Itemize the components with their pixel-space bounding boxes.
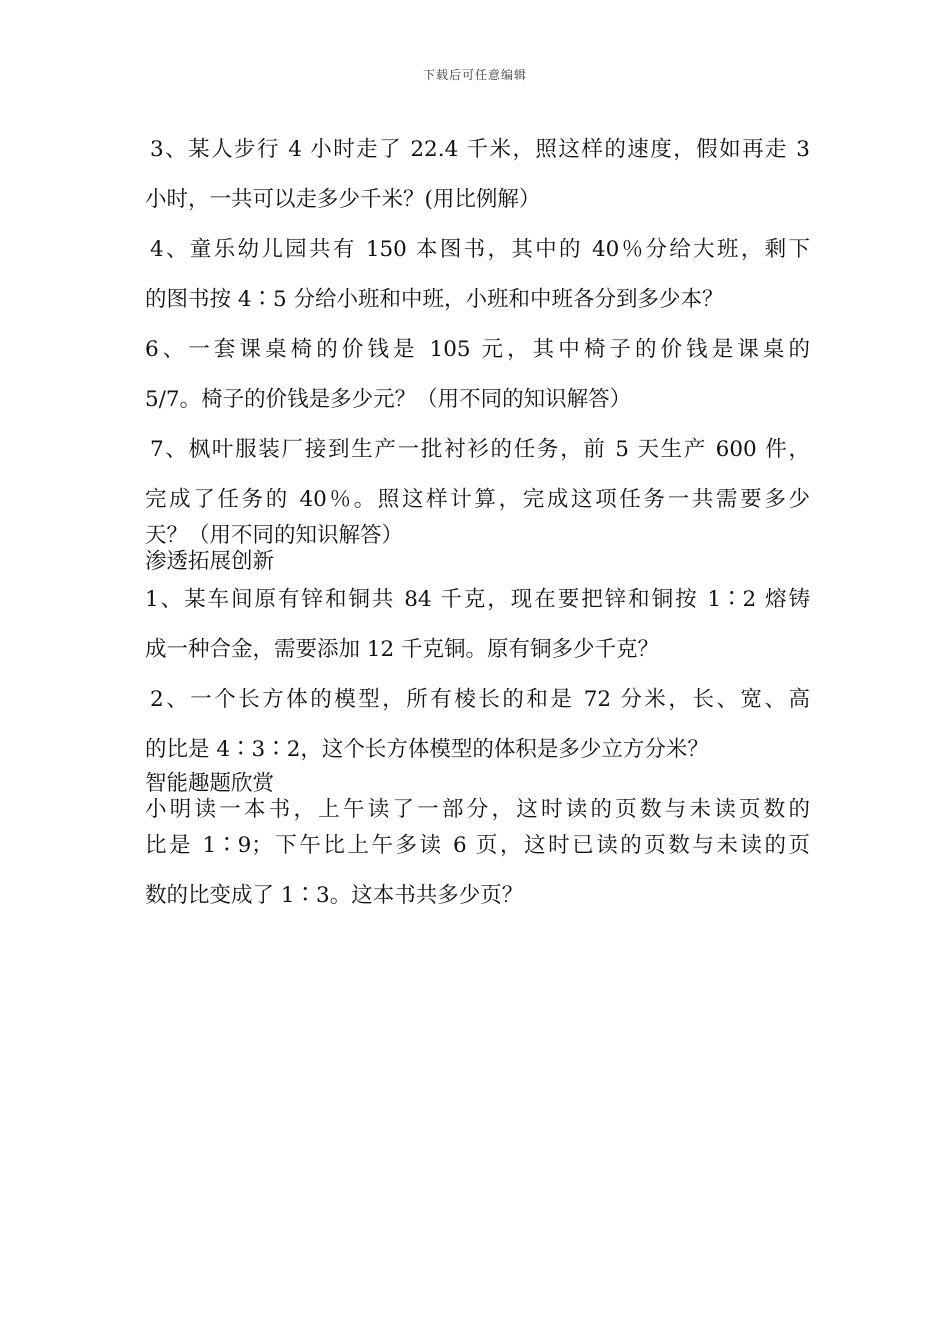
extension-problem-1-line-1: 1、某车间原有锌和铜共 84 千克，现在要把锌和铜按 1∶2 熔铸 <box>145 587 810 612</box>
problem-4-line-2: 的图书按 4∶5 分给小班和中班，小班和中班各分到多少本？ <box>145 287 724 312</box>
problem-7-line-2: 完成了任务的 40％。照这样计算，完成这项任务一共需要多少 <box>145 487 810 512</box>
extension-problem-2-line-1: 2、一个长方体的模型，所有棱长的和是 72 分米，长、宽、高 <box>150 687 810 712</box>
problem-3-line-1: 3、某人步行 4 小时走了 22.4 千米，照这样的速度，假如再走 3 <box>150 137 810 162</box>
extension-problem-1-line-2: 成一种合金，需要添加 12 千克铜。原有铜多少千克？ <box>145 637 660 662</box>
section-heading-puzzle: 智能趣题欣赏 <box>145 771 275 796</box>
section-heading-extension: 渗透拓展创新 <box>145 549 275 574</box>
problem-6-line-1: 6、一套课桌椅的价钱是 105 元，其中椅子的价钱是课桌的 <box>145 337 810 362</box>
problem-7-line-1: 7、枫叶服装厂接到生产一批衬衫的任务，前 5 天生产 600 件， <box>150 437 810 462</box>
extension-problem-2-line-2: 的比是 4∶3∶2，这个长方体模型的体积是多少立方分米？ <box>145 737 709 762</box>
problem-6-line-2: 5/7。椅子的价钱是多少元？（用不同的知识解答） <box>145 387 632 412</box>
puzzle-line-1: 小明读一本书，上午读了一部分，这时读的页数与未读页数的 <box>145 797 810 822</box>
problem-4-line-1: 4、童乐幼儿园共有 150 本图书，其中的 40％分给大班，剩下 <box>150 237 810 262</box>
puzzle-line-3: 数的比变成了 1∶3。这本书共多少页？ <box>145 883 524 908</box>
puzzle-line-2: 比是 1∶9；下午比上午多读 6 页，这时已读的页数与未读的页 <box>145 833 810 858</box>
problem-7-line-3: 天？（用不同的知识解答） <box>145 523 404 548</box>
page-header: 下载后可任意编辑 <box>422 68 527 82</box>
problem-3-line-2: 小时，一共可以走多少千米？(用比例解） <box>145 187 541 212</box>
